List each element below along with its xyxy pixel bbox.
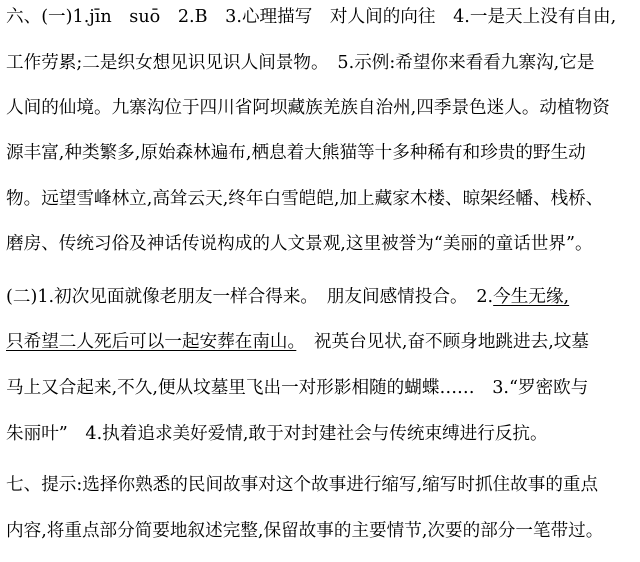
text-line-7-plain: (二)1.初次见面就像老朋友一样合得来。 朋友间感情投合。 2. — [6, 287, 494, 307]
underlined-answer-start: 今生无缘, — [493, 287, 570, 307]
text-line-6: 磨房、传统习俗及神话传说构成的人文景观,这里被誉为“美丽的童话世界”。 — [6, 234, 593, 254]
text-line-4: 源丰富,种类繁多,原始森林遍布,栖息着大熊猫等十多种稀有和珍贵的野生动 — [6, 143, 586, 163]
text-line-8-plain: 祝英台见状,奋不顾身地跳进去,坟墓 — [296, 332, 589, 352]
text-line-5: 物。远望雪峰林立,高耸云天,终年白雪皑皑,加上藏家木楼、晾架经幡、栈桥、 — [6, 189, 604, 209]
underlined-answer-end: 只希望二人死后可以一起安葬在南山。 — [6, 332, 297, 352]
text-line-12: 内容,将重点部分简要地叙述完整,保留故事的主要情节,次要的部分一笔带过。 — [6, 521, 604, 541]
text-line-3: 人间的仙境。九寨沟位于四川省阿坝藏族羌族自治州,四季景色迷人。动植物资 — [6, 98, 610, 118]
text-line-1: 六、(一)1.jīn suō 2.B 3.心理描写 对人间的向往 4.一是天上没有自由, — [6, 7, 617, 27]
text-line-2: 工作劳累;二是织女想见识见识人间景物。 5.示例:希望你来看看九寨沟,它是 — [6, 53, 595, 73]
text-line-11: 七、提示:选择你熟悉的民间故事对这个故事进行缩写,缩写时抓住故事的重点 — [6, 475, 599, 495]
text-line-10: 朱丽叶” 4.执着追求美好爱情,敢于对封建社会与传统束缚进行反抗。 — [6, 424, 548, 444]
text-line-8 — [6, 331, 636, 353]
text-line-9: 马上又合起来,不久,便从坟墓里飞出一对形影相随的蝴蝶…… 3.“罗密欧与 — [6, 378, 589, 398]
text-line-7 — [6, 286, 636, 308]
